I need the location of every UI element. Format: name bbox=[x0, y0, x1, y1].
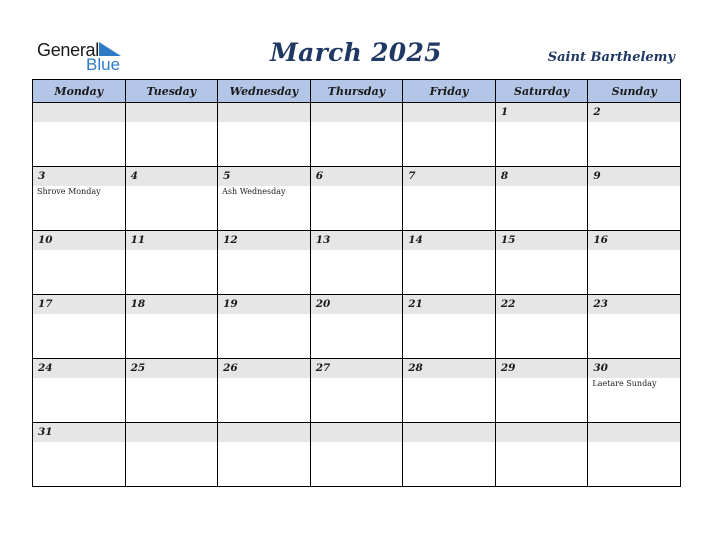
day-number: 25 bbox=[130, 362, 146, 374]
holiday-label bbox=[311, 442, 403, 443]
day-cell bbox=[403, 231, 496, 295]
week-row bbox=[33, 295, 681, 359]
page-title: March 2025 bbox=[270, 38, 442, 67]
day-cell bbox=[495, 167, 588, 231]
day-number-band bbox=[311, 167, 403, 186]
day-number: 12 bbox=[223, 234, 238, 246]
week-row bbox=[33, 231, 681, 295]
region-label: Saint Barthelemy bbox=[547, 50, 675, 65]
day-number-band bbox=[588, 359, 680, 378]
holiday-label: Shrove Monday bbox=[37, 187, 101, 196]
holiday-label bbox=[33, 314, 125, 315]
day-number-band bbox=[403, 231, 495, 250]
day-cell bbox=[125, 167, 218, 231]
holiday-label bbox=[33, 442, 125, 443]
day-cell bbox=[495, 359, 588, 423]
day-cell bbox=[588, 167, 681, 231]
day-number-band bbox=[126, 231, 218, 250]
day-cell bbox=[218, 231, 311, 295]
holiday-label bbox=[496, 378, 588, 379]
holiday-label bbox=[496, 250, 588, 251]
day-number: 16 bbox=[593, 234, 608, 246]
day-cell bbox=[588, 423, 681, 487]
day-number: 26 bbox=[223, 362, 238, 374]
day-number-band bbox=[496, 359, 588, 378]
holiday-label bbox=[126, 122, 218, 123]
day-cell bbox=[310, 167, 403, 231]
day-number: 7 bbox=[408, 170, 416, 182]
day-number: 27 bbox=[315, 362, 331, 374]
day-number-band bbox=[33, 103, 125, 122]
day-number-band bbox=[126, 103, 218, 122]
day-cell bbox=[495, 423, 588, 487]
day-cell bbox=[588, 103, 681, 167]
day-cell bbox=[33, 231, 126, 295]
holiday-label bbox=[588, 250, 680, 251]
day-number: 15 bbox=[500, 234, 516, 246]
day-number: 2 bbox=[593, 106, 601, 118]
day-cell bbox=[310, 103, 403, 167]
day-number-band bbox=[311, 231, 403, 250]
day-number: 14 bbox=[408, 234, 423, 246]
day-cell bbox=[403, 359, 496, 423]
day-cell bbox=[125, 423, 218, 487]
day-number-band bbox=[126, 167, 218, 186]
holiday-label bbox=[496, 186, 588, 187]
holiday-label: Laetare Sunday bbox=[592, 379, 657, 388]
holiday-label bbox=[403, 378, 495, 379]
day-cell bbox=[218, 295, 311, 359]
holiday-label bbox=[588, 314, 680, 315]
day-cell bbox=[310, 359, 403, 423]
day-number: 3 bbox=[38, 170, 46, 182]
day-number-band bbox=[311, 423, 403, 442]
holiday-label bbox=[311, 250, 403, 251]
logo-text-blue: Blue bbox=[86, 55, 121, 74]
day-number-band bbox=[496, 103, 588, 122]
day-number-band bbox=[218, 295, 310, 314]
day-number: 5 bbox=[223, 170, 231, 182]
day-number: 4 bbox=[130, 170, 138, 182]
day-number-band bbox=[403, 103, 495, 122]
holiday-label bbox=[126, 314, 218, 315]
day-number: 11 bbox=[130, 234, 146, 246]
holiday-label: Ash Wednesday bbox=[222, 187, 286, 196]
day-cell bbox=[33, 423, 126, 487]
day-number-band bbox=[33, 167, 125, 186]
holiday-label bbox=[496, 314, 588, 315]
day-number-band bbox=[126, 359, 218, 378]
weekday-header: Thursday bbox=[310, 80, 403, 103]
day-number: 9 bbox=[593, 170, 601, 182]
day-cell bbox=[310, 423, 403, 487]
week-row bbox=[33, 103, 681, 167]
holiday-label bbox=[311, 122, 403, 123]
holiday-label bbox=[126, 186, 218, 187]
holiday-label bbox=[496, 122, 588, 123]
holiday-label bbox=[403, 314, 495, 315]
day-cell bbox=[125, 359, 218, 423]
holiday-label bbox=[126, 442, 218, 443]
holiday-label bbox=[403, 442, 495, 443]
day-number-band bbox=[588, 423, 680, 442]
day-number-band bbox=[588, 231, 680, 250]
day-number-band bbox=[403, 423, 495, 442]
day-number-band bbox=[311, 103, 403, 122]
week-row bbox=[33, 167, 681, 231]
holiday-label bbox=[311, 378, 403, 379]
day-cell bbox=[125, 103, 218, 167]
day-number-band bbox=[218, 231, 310, 250]
day-number-band bbox=[126, 423, 218, 442]
holiday-label bbox=[311, 314, 403, 315]
day-cell bbox=[403, 423, 496, 487]
weekday-header-row bbox=[33, 80, 681, 103]
day-number: 21 bbox=[408, 298, 423, 310]
calendar-grid bbox=[32, 79, 681, 487]
day-number-band bbox=[403, 167, 495, 186]
day-number: 23 bbox=[593, 298, 608, 310]
day-number: 28 bbox=[408, 362, 423, 374]
week-row bbox=[33, 423, 681, 487]
day-number-band bbox=[126, 295, 218, 314]
day-number-band bbox=[33, 231, 125, 250]
day-number: 10 bbox=[38, 234, 53, 246]
day-cell bbox=[588, 359, 681, 423]
day-number: 19 bbox=[223, 298, 238, 310]
day-number-band bbox=[588, 103, 680, 122]
day-cell bbox=[125, 295, 218, 359]
day-number: 20 bbox=[315, 298, 331, 310]
day-number: 30 bbox=[593, 362, 608, 374]
day-number-band bbox=[311, 295, 403, 314]
day-number-band bbox=[33, 359, 125, 378]
logo-text-general: General bbox=[37, 40, 99, 60]
holiday-label bbox=[403, 250, 495, 251]
day-cell bbox=[588, 231, 681, 295]
weekday-header: Sunday bbox=[588, 80, 681, 103]
day-cell bbox=[495, 295, 588, 359]
holiday-label bbox=[218, 122, 310, 123]
day-cell bbox=[218, 103, 311, 167]
holiday-label bbox=[33, 250, 125, 251]
day-number-band bbox=[218, 167, 310, 186]
day-number-band bbox=[218, 103, 310, 122]
holiday-label bbox=[403, 186, 495, 187]
day-cell bbox=[403, 103, 496, 167]
day-number: 1 bbox=[500, 106, 509, 118]
day-cell bbox=[218, 359, 311, 423]
holiday-label bbox=[126, 250, 218, 251]
day-cell bbox=[310, 295, 403, 359]
day-number-band bbox=[218, 423, 310, 442]
weekday-header: Wednesday bbox=[218, 80, 311, 103]
day-number: 8 bbox=[500, 170, 509, 182]
day-number: 22 bbox=[500, 298, 516, 310]
holiday-label bbox=[126, 378, 218, 379]
day-number: 24 bbox=[38, 362, 53, 374]
day-cell bbox=[218, 423, 311, 487]
weekday-header: Tuesday bbox=[125, 80, 218, 103]
day-number: 18 bbox=[130, 298, 146, 310]
day-cell bbox=[33, 167, 126, 231]
day-number-band bbox=[588, 295, 680, 314]
day-number-band bbox=[496, 167, 588, 186]
holiday-label bbox=[496, 442, 588, 443]
day-number-band bbox=[496, 295, 588, 314]
day-cell bbox=[403, 295, 496, 359]
day-number-band bbox=[33, 295, 125, 314]
day-cell bbox=[495, 231, 588, 295]
holiday-label bbox=[218, 442, 310, 443]
day-cell bbox=[33, 359, 126, 423]
day-cell bbox=[33, 295, 126, 359]
holiday-label bbox=[218, 378, 310, 379]
day-number-band bbox=[403, 295, 495, 314]
day-number: 31 bbox=[38, 426, 53, 438]
holiday-label bbox=[218, 250, 310, 251]
day-number-band bbox=[33, 423, 125, 442]
day-number: 13 bbox=[315, 234, 331, 246]
day-cell bbox=[310, 231, 403, 295]
day-cell bbox=[495, 103, 588, 167]
day-number-band bbox=[588, 167, 680, 186]
weekday-header: Monday bbox=[33, 80, 126, 103]
day-cell bbox=[588, 295, 681, 359]
day-cell bbox=[33, 103, 126, 167]
week-row bbox=[33, 359, 681, 423]
day-number-band bbox=[496, 423, 588, 442]
day-number: 29 bbox=[500, 362, 516, 374]
weekday-header: Friday bbox=[403, 80, 496, 103]
holiday-label bbox=[218, 314, 310, 315]
holiday-label bbox=[33, 122, 125, 123]
holiday-label bbox=[588, 122, 680, 123]
holiday-label bbox=[588, 186, 680, 187]
day-number-band bbox=[496, 231, 588, 250]
day-cell bbox=[125, 231, 218, 295]
day-number-band bbox=[311, 359, 403, 378]
day-cell bbox=[218, 167, 311, 231]
day-number-band bbox=[403, 359, 495, 378]
day-number-band bbox=[218, 359, 310, 378]
holiday-label bbox=[33, 378, 125, 379]
day-number: 17 bbox=[38, 298, 53, 310]
day-number: 6 bbox=[315, 170, 323, 182]
holiday-label bbox=[311, 186, 403, 187]
holiday-label bbox=[588, 442, 680, 443]
holiday-label bbox=[403, 122, 495, 123]
weekday-header: Saturday bbox=[495, 80, 588, 103]
day-cell bbox=[403, 167, 496, 231]
